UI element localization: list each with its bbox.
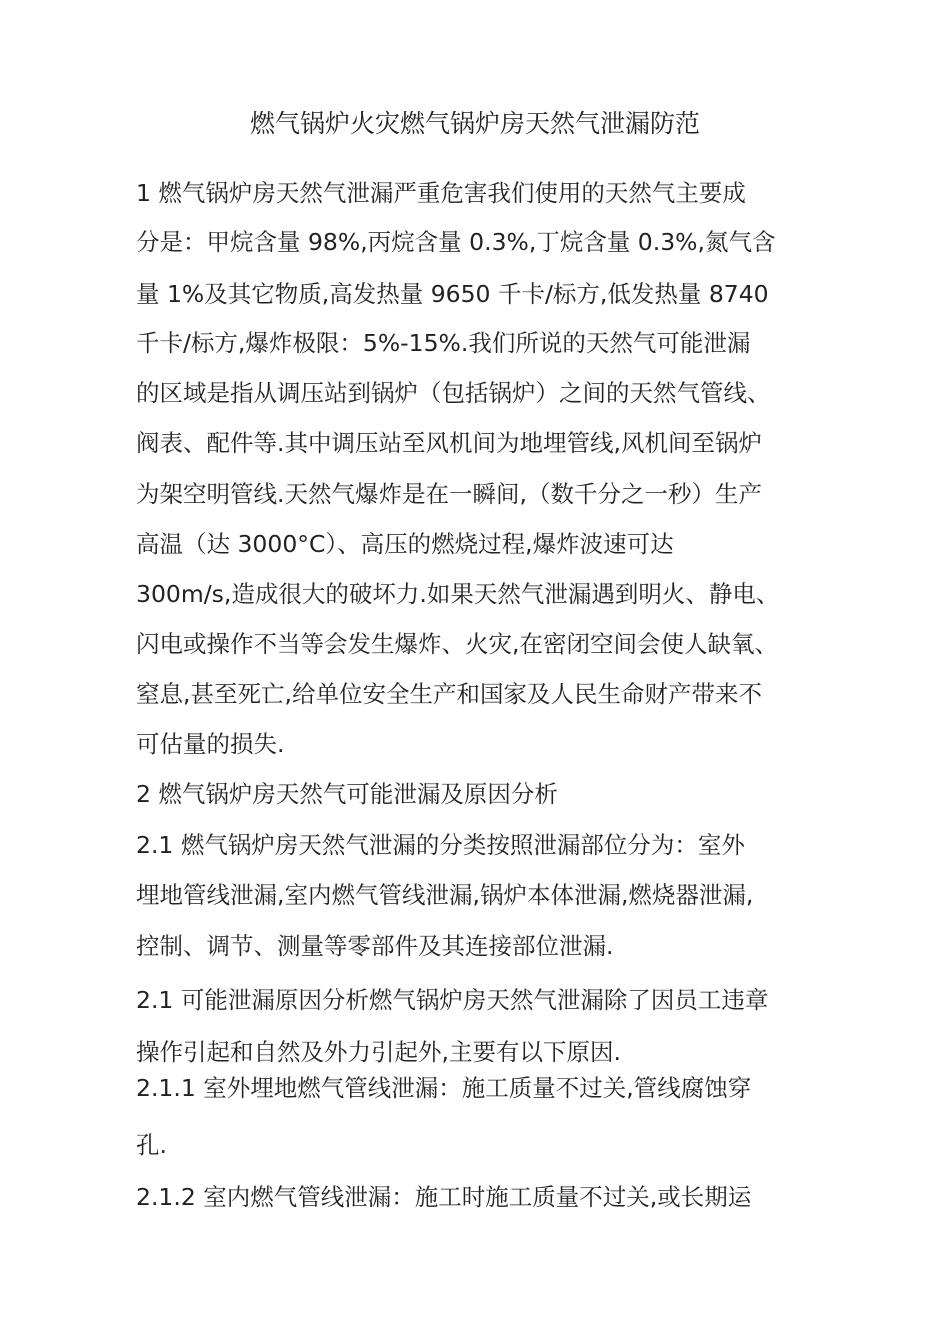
section-heading: 2 燃气锅炉房天然气可能泄漏及原因分析 bbox=[136, 780, 558, 808]
text-line: 量 1%及其它物质,高发热量 9650 千卡/标方,低发热量 8740 bbox=[136, 280, 769, 308]
text-line: 1 燃气锅炉房天然气泄漏严重危害我们使用的天然气主要成 bbox=[136, 179, 746, 207]
text-line: 阀表、配件等.其中调压站至风机间为地埋管线,风机间至锅炉 bbox=[136, 429, 762, 457]
document-title: 燃气锅炉火灾燃气锅炉房天然气泄漏防范 bbox=[249, 109, 700, 138]
text-line: 窒息,甚至死亡,给单位安全生产和国家及人民生命财产带来不 bbox=[136, 680, 762, 708]
text-line: 千卡/标方,爆炸极限：5%-15%.我们所说的天然气可能泄漏 bbox=[136, 329, 751, 357]
text-line: 孔. bbox=[136, 1131, 167, 1159]
text-line: 控制、调节、测量等零部件及其连接部位泄漏. bbox=[136, 932, 614, 960]
text-line: 为架空明管线.天然气爆炸是在一瞬间,（数千分之一秒）生产 bbox=[136, 480, 762, 508]
text-line: 2.1 可能泄漏原因分析燃气锅炉房天然气泄漏除了因员工违章 bbox=[136, 986, 769, 1014]
text-line: 2.1 燃气锅炉房天然气泄漏的分类按照泄漏部位分为：室外 bbox=[136, 831, 745, 859]
text-line: 闪电或操作不当等会发生爆炸、火灾,在密闭空间会使人缺氧、 bbox=[136, 630, 778, 658]
text-line: 操作引起和自然及外力引起外,主要有以下原因. bbox=[136, 1038, 621, 1066]
text-line: 2.1.2 室内燃气管线泄漏：施工时施工质量不过关,或长期运 bbox=[136, 1183, 752, 1211]
text-line: 300m/s,造成很大的破坏力.如果天然气泄漏遇到明火、静电、 bbox=[136, 580, 780, 608]
text-line: 埋地管线泄漏,室内燃气管线泄漏,锅炉本体泄漏,燃烧器泄漏, bbox=[136, 881, 754, 909]
text-line: 的区域是指从调压站到锅炉（包括锅炉）之间的天然气管线、 bbox=[136, 379, 771, 407]
text-line: 高温（达 3000°C）、高压的燃烧过程,爆炸波速可达 bbox=[136, 530, 674, 558]
text-line: 分是：甲烷含量 98%,丙烷含量 0.3%,丁烷含量 0.3%,氮气含 bbox=[136, 228, 776, 256]
text-line: 可估量的损失. bbox=[136, 730, 285, 758]
text-line: 2.1.1 室外埋地燃气管线泄漏：施工质量不过关,管线腐蚀穿 bbox=[136, 1074, 752, 1102]
